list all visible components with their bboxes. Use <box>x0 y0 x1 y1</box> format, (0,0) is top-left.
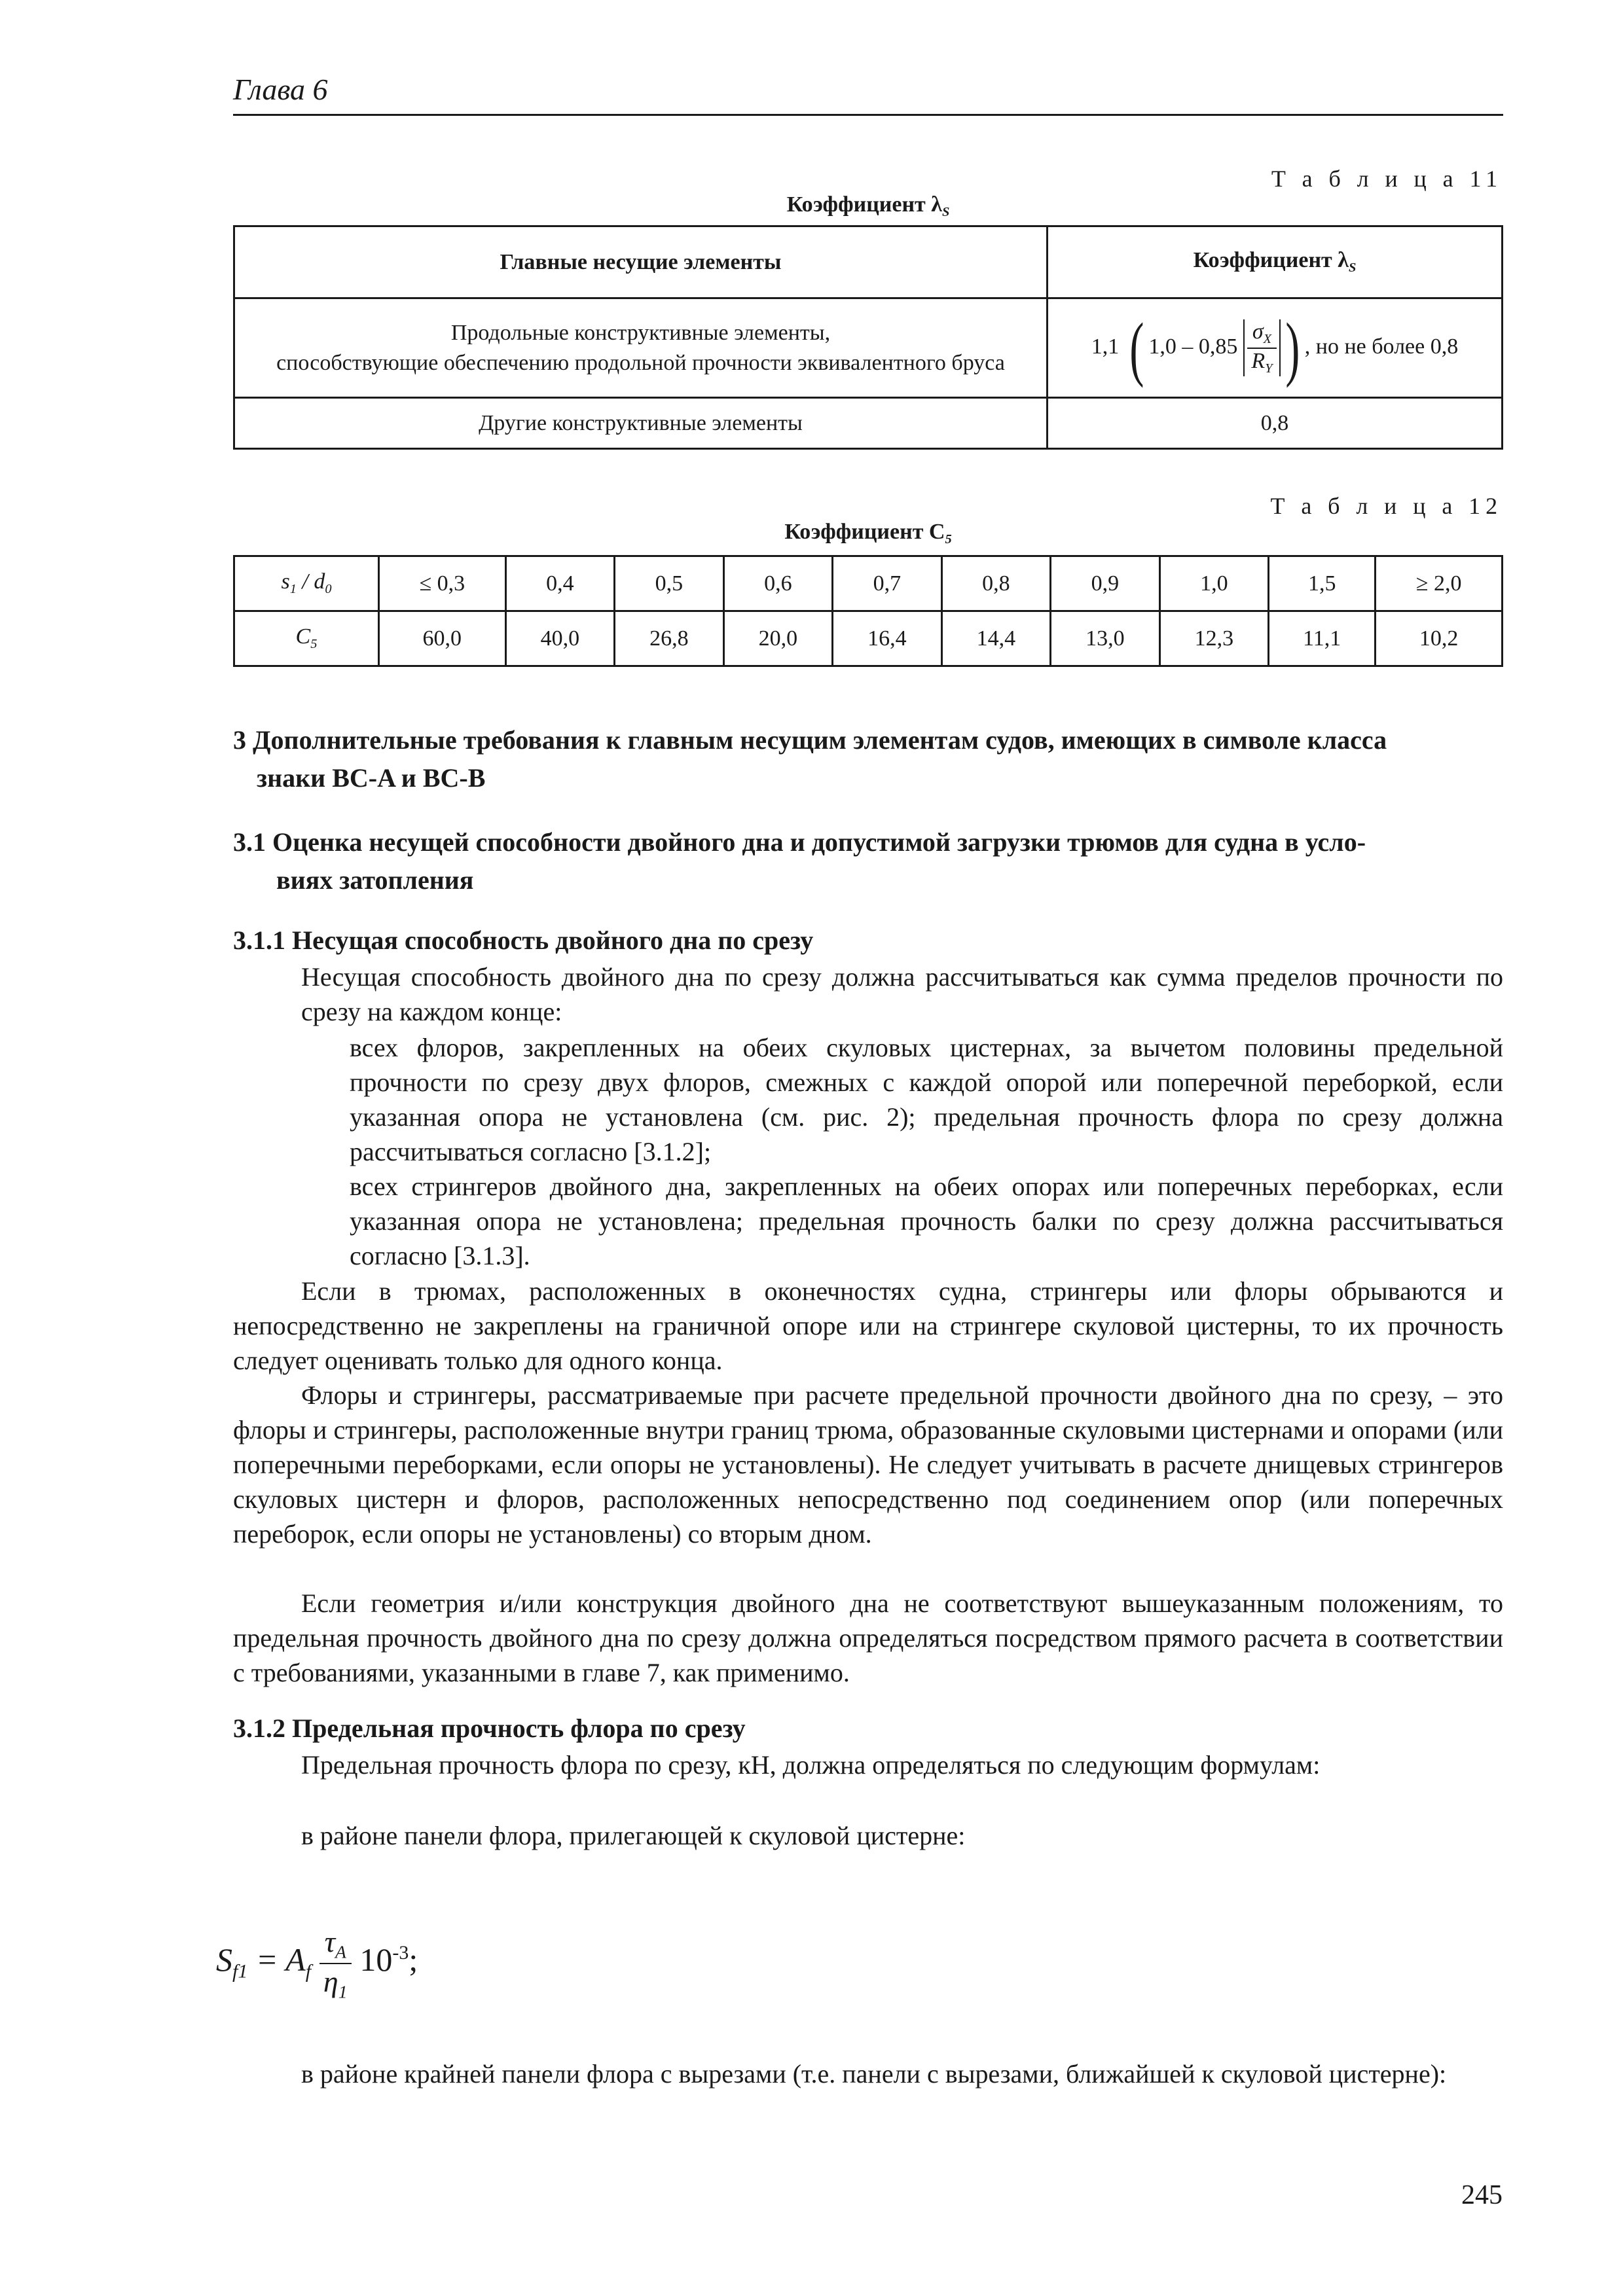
table12-ratio-cell: 0,9 <box>1051 556 1160 611</box>
table12-c5-cell: 10,2 <box>1376 611 1503 666</box>
table12-ratio-cell: 0,5 <box>615 556 724 611</box>
section3-1-1-heading: 3.1.1 Несущая способность двойного дна по срезу <box>233 925 814 955</box>
section3-heading: 3 Дополнительные требования к главным несущим элементам судов, имеющих в символе класса знаки BC-A и BC-B <box>233 725 1387 793</box>
table12-ratio-cell: ≥ 2,0 <box>1376 556 1503 611</box>
header-rule <box>233 114 1503 116</box>
table12-row-ratio <box>234 556 1503 611</box>
section3-1-heading: 3.1 Оценка несущей способности двойного дна и допустимой загрузки трюмов для судна в усло- виях затопления <box>233 827 1366 895</box>
table12-row-head: $s_1 / d_0$ <box>234 556 379 611</box>
table12-c5-cell: 14,4 <box>941 611 1051 666</box>
table12-c5-cell: 13,0 <box>1051 611 1160 666</box>
list-item: всех стрингеров двойного дна, закрепленных на обеих опорах или поперечных переборках, если указанная опора не установлена; предельная прочность балки по срезу должна рассчитываться согласно [3.1.3]. <box>350 1172 1503 1270</box>
table12-row-c5 <box>234 611 1503 666</box>
paragraph: Предельная прочность флора по срезу, кН, должна определяться по следующим формулам: <box>301 1750 1321 1780</box>
table12 <box>233 555 1503 667</box>
table11-head-coef: Коэффициент $\lambda_S$ <box>1047 226 1502 298</box>
paragraph: в районе панели флора, прилегающей к скуловой цистерне: <box>301 1821 966 1850</box>
paragraph: Флоры и стрингеры, рассматриваемые при расчете предельной прочности двойного дна по срезу, – это флоры и стрингеры, расположенные внутри границ трюма, образованные скуловыми цистернами и опорами (или поперечными переборками, если опоры не установлены). Не следует учитывать в расчете днищевых стрингеров скуловых цистерн и флоров, расположенных непосредственно под соединением опор (или поперечных переборок, если опоры не установлены) со вторым дном. <box>233 1380 1503 1549</box>
table11-head-elements: Главные несущие элементы <box>234 226 1048 298</box>
table11-row <box>234 398 1503 449</box>
table12-ratio-cell: 0,8 <box>941 556 1051 611</box>
formula-sf1: $S_{f1} = A_f$ $\frac{\tau_A}{\eta_1}$ $10^{-3}$; <box>216 1925 418 2002</box>
table12-label: Т а б л и ц а 12 <box>1270 493 1503 519</box>
table12-c5-cell: 26,8 <box>615 611 724 666</box>
table11-header-row <box>234 226 1503 298</box>
list-item: всех флоров, закрепленных на обеих скуловых цистернах, за вычетом половины предельной прочности по срезу двух флоров, смежных с каждой опорой или поперечной переборкой, если указанная опора не установлена (см. рис. 2); предельная прочность флора по срезу должна рассчитываться согласно [3.1.2]; <box>350 1033 1503 1166</box>
table11-cell-value: 0,8 <box>1047 398 1502 449</box>
table12-caption: Коэффициент $C_5$ <box>784 520 952 547</box>
table12-ratio-cell: 0,7 <box>833 556 942 611</box>
table12-c5-cell: 20,0 <box>723 611 833 666</box>
table11-cell-other: Другие конструктивные элементы <box>234 398 1048 449</box>
paragraph: Если геометрия и/или конструкция двойного дна не соответствуют вышеуказанным положениям, то предельная прочность двойного дна по срезу должна определяться посредством прямого расчета в соответствии с требованиями, указанными в главе 7, как применимо. <box>233 1588 1503 1687</box>
running-header: Глава 6 <box>233 73 328 106</box>
table11-cell-formula: 1,1 ( 1,0 – 0,85 $\frac{\sigma_X}{R_Y}$ ) , но не более 0,8 <box>1047 298 1502 398</box>
table11 <box>233 225 1503 450</box>
table12-ratio-cell: 0,4 <box>505 556 615 611</box>
table12-ratio-cell: 1,5 <box>1269 556 1376 611</box>
table12-row-head: $C_5$ <box>234 611 379 666</box>
paragraph: в районе крайней панели флора с вырезами (т.е. панели с вырезами, ближайшей к скуловой цистерне): <box>301 2059 1447 2089</box>
table12-c5-cell: 60,0 <box>379 611 506 666</box>
page-number: 245 <box>1461 2180 1503 2210</box>
table12-ratio-cell: 1,0 <box>1159 556 1269 611</box>
table12-c5-cell: 12,3 <box>1159 611 1269 666</box>
paragraph: Несущая способность двойного дна по срезу должна рассчитываться как сумма пределов прочности по срезу на каждом конце: <box>301 962 1503 1026</box>
table11-label: Т а б л и ц а 11 <box>1271 166 1503 192</box>
paragraph: Если в трюмах, расположенных в оконечностях судна, стрингеры или флоры обрываются и непосредственно не закреплены на граничной опоре или на стрингере скуловой цистерны, то их прочность следует оценивать только для одного конца. <box>233 1276 1503 1375</box>
section3-1-2-heading: 3.1.2 Предельная прочность флора по срезу <box>233 1713 746 1743</box>
table11-caption: Коэффициент $\lambda_S$ <box>786 192 950 220</box>
table11-row <box>234 298 1503 398</box>
table12-ratio-cell: ≤ 0,3 <box>379 556 506 611</box>
table12-c5-cell: 40,0 <box>505 611 615 666</box>
table12-c5-cell: 16,4 <box>833 611 942 666</box>
table11-cell-longitudinal: Продольные конструктивные элементы, способствующие обеспечению продольной прочности эквивалентного бруса <box>234 298 1048 398</box>
table12-ratio-cell: 0,6 <box>723 556 833 611</box>
table12-c5-cell: 11,1 <box>1269 611 1376 666</box>
